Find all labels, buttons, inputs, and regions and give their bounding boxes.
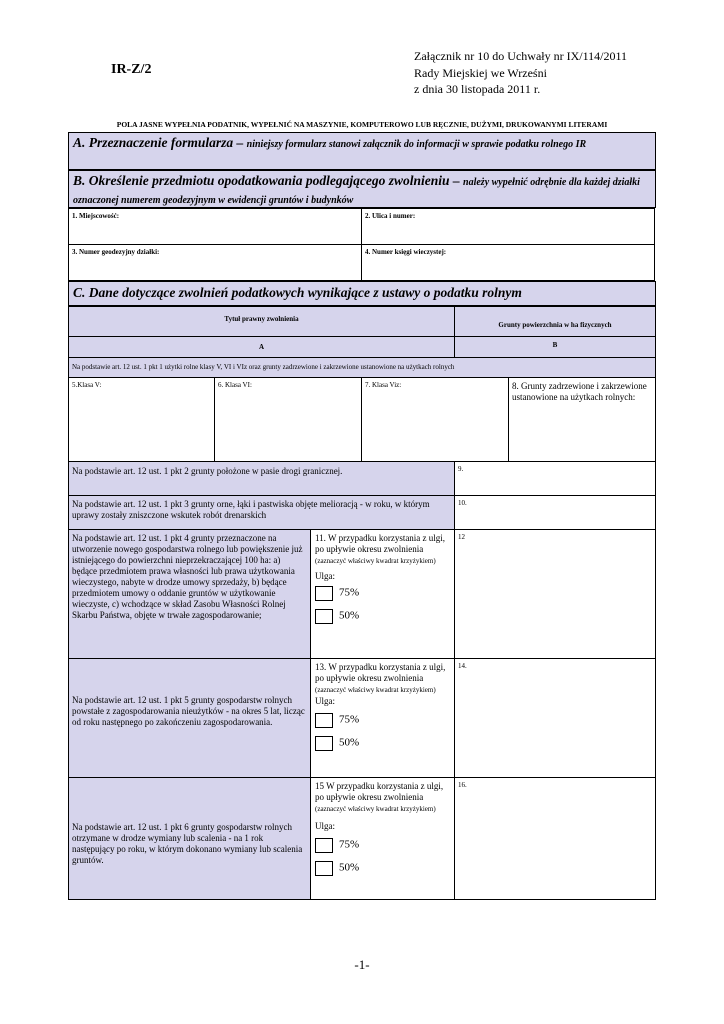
section-b-subtitle: należy wypełnić odrębnie dla każdej działki oznaczonej numerem geodezyjnym w ewidencji gruntów i budynków: [73, 177, 640, 206]
field-15-label: 15 W przypadku korzystania z ulgi, po upływie okresu zwolnienia (zaznaczyć właściwy kwadrat krzyżykiem): [315, 781, 444, 813]
row-art12-pkt1: Na podstawie art. 12 ust. 1 pkt 1 użytki rolne klasy V, VI i VIz oraz grunty zadrzewione i zakrzewione ustanowione na użytkach rolnych: [68, 357, 656, 378]
checkbox-75[interactable]: [315, 838, 333, 853]
annex-line-2: Rady Miejskiej we Wrześni: [414, 65, 547, 80]
col-a-letter: A: [68, 336, 455, 358]
section-b-heading: [69, 171, 655, 211]
option-50-label: 50%: [339, 861, 360, 874]
option-50-row[interactable]: [315, 736, 451, 751]
fill-instruction: POLA JASNE WYPEŁNIA PODATNIK, WYPEŁNIĆ NA MASZYNIE, KOMPUTEROWO LUB RĘCZNIE, DUŻYMI, DRUKOWANYMI LITERAMI: [116, 120, 608, 129]
page-number: -1-: [354, 957, 370, 972]
annex-reference: [414, 48, 627, 98]
relief-label: Ulga:: [315, 696, 335, 706]
field-9[interactable]: 9.: [454, 461, 656, 496]
annex-line-3: z dnia 30 listopada 2011 r.: [414, 82, 541, 96]
field-wooded-land[interactable]: 8. Grunty zadrzewione i zakrzewione ustanowione na użytkach rolnych:: [508, 377, 656, 462]
field-class-viz[interactable]: 7. Klasa Viz:: [361, 377, 509, 462]
checkbox-75[interactable]: [315, 586, 333, 601]
col-b-header: Grunty powierzchnia w ha fizycznych: [454, 306, 656, 337]
row-art12-pkt6: Na podstawie art. 12 ust. 1 pkt 6 grunty gospodarstw rolnych otrzymane w drodze wymiany lub scalenia - na 1 rok następujący po roku, w którym dokonano wymiany lub scalenia gruntów.: [68, 777, 311, 900]
field-class-vi[interactable]: 6. Klasa VI:: [214, 377, 362, 462]
field-locality[interactable]: 1. Miejscowość:: [68, 208, 362, 245]
field-11-label: 11. W przypadku korzystania z ulgi, po upływie okresu zwolnienia (zaznaczyć właściwy kwadrat krzyżykiem): [315, 533, 446, 565]
checkbox-75[interactable]: [315, 713, 333, 728]
field-13-label: 13. W przypadku korzystania z ulgi, po upływie okresu zwolnienia (zaznaczyć właściwy kwadrat krzyżykiem): [315, 662, 446, 694]
relief-label: Ulga:: [315, 821, 335, 831]
section-a-subtitle: niniejszy formularz stanowi załącznik do informacji w sprawie podatku rolnego IR: [246, 139, 587, 150]
section-c-title: C. Dane dotyczące zwolnień podatkowych wynikające z ustawy o podatku rolnym: [73, 285, 522, 300]
annex-line-1: Załącznik nr 10 do Uchwały nr IX/114/2011: [414, 49, 628, 63]
row-art12-pkt2: Na podstawie art. 12 ust. 1 pkt 2 grunty położone w pasie drogi granicznej.: [68, 461, 455, 496]
field-10[interactable]: 10.: [454, 495, 656, 530]
section-a-title: A. Przeznaczenie formularza –: [73, 135, 244, 150]
option-75-label: 75%: [339, 713, 360, 726]
option-50-row[interactable]: [315, 609, 451, 624]
section-a: [68, 132, 656, 170]
field-land-register[interactable]: 4. Numer księgi wieczystej:: [361, 244, 655, 281]
field-street[interactable]: 2. Ulica i numer:: [361, 208, 655, 245]
field-12[interactable]: 12: [454, 529, 656, 659]
col-a-header: Tytuł prawny zwolnienia: [68, 306, 455, 337]
section-a-heading: [69, 133, 655, 155]
section-b: [68, 170, 656, 208]
row-art12-pkt5: Na podstawie art. 12 ust. 1 pkt 5 grunty gospodarstw rolnych powstałe z zagospodarowania nieużytków - na okres 5 lat, licząc od roku następnego po zakończeniu zagospodarowania.: [68, 658, 311, 778]
row-art12-pkt4: Na podstawie art. 12 ust. 1 pkt 4 grunty przeznaczone na utworzenie nowego gospodarstwa rolnego lub powiększenie już istniejącego do powierzchni nieprzekraczającej 100 ha: a) będące przedmiotem prawa własności lub prawa użytkowania wieczystego, nabyte w drodze umowy sprzedaży, b) będące przedmiotem umowy o oddanie gruntów w użytkowanie wieczyste, c) wchodzące w skład Zasobu Własności Rolnej Skarbu Państwa, objęte w trwałe zagospodarowanie;: [68, 529, 311, 659]
field-14[interactable]: 14.: [454, 658, 656, 778]
option-75-row[interactable]: [315, 586, 451, 601]
checkbox-50[interactable]: [315, 609, 333, 624]
col-b-letter: B: [454, 336, 656, 358]
option-75-row[interactable]: [315, 838, 451, 853]
checkbox-50[interactable]: [315, 736, 333, 751]
field-16[interactable]: 16.: [454, 777, 656, 900]
option-75-row[interactable]: [315, 713, 451, 728]
option-50-label: 50%: [339, 736, 360, 749]
field-class-v[interactable]: 5.Klasa V:: [68, 377, 215, 462]
section-c: [68, 281, 656, 306]
relief-label: Ulga:: [315, 571, 335, 581]
option-50-label: 50%: [339, 609, 360, 622]
row-art12-pkt3: Na podstawie art. 12 ust. 1 pkt 3 grunty orne, łąki i pastwiska objęte melioracją - w roku, w którym uprawy zostały zniszczone wskutek robót drenarskich: [68, 495, 455, 530]
form-code: IR-Z/2: [111, 62, 152, 77]
option-50-row[interactable]: [315, 861, 451, 876]
field-11: [310, 529, 455, 659]
option-75-label: 75%: [339, 586, 360, 599]
field-plot-number[interactable]: 3. Numer geodezyjny działki:: [68, 244, 362, 281]
field-15: [310, 777, 455, 900]
section-b-title: B. Określenie przedmiotu opodatkowania podlegającego zwolnieniu –: [73, 173, 460, 188]
field-13: [310, 658, 455, 778]
checkbox-50[interactable]: [315, 861, 333, 876]
option-75-label: 75%: [339, 838, 360, 851]
